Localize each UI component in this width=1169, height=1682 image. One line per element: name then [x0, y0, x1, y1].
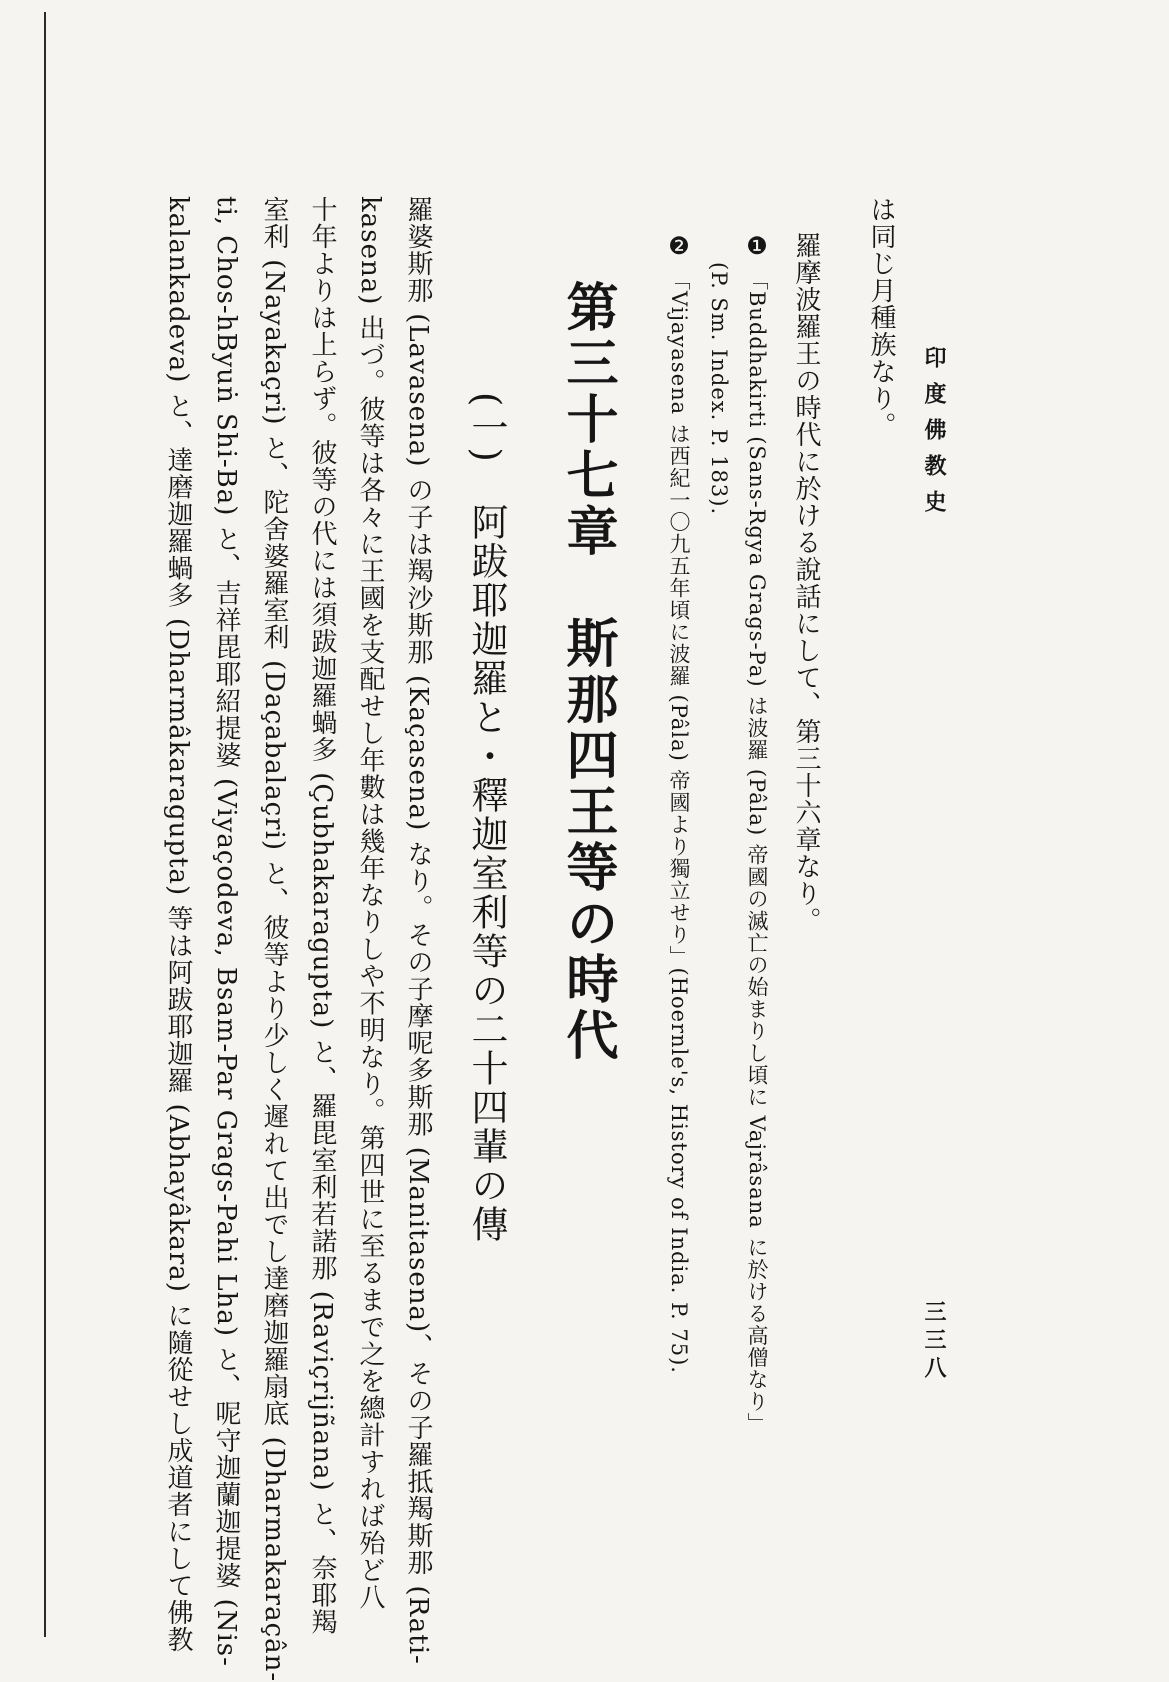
body-line-1: 羅婆斯那 (Lavasena) の子は羯沙斯那 (Kaçasena) なり。その子摩呢多斯那 (Manitasena)、その子羅抵羯斯那 (Rati-	[403, 196, 433, 1665]
running-title: 印度佛教史	[921, 346, 947, 526]
page-number: 三三八	[921, 1300, 947, 1384]
footnote-2-marker: ❷	[665, 232, 693, 261]
body-line-5: ti, Chos-hByuṅ Shi-Ba) と、吉祥毘耶紹提婆 (Viyaçodeva, Bsam-Par Grags-Pahi Lha) と、呢守迦蘭迦提婆 (Nis-	[211, 196, 241, 1667]
body-line-6: kalankadeva) と、達磨迦羅蝸多 (Dharmâkaragupta) 等は阿跋耶迦羅 (Abhayâkara) に隨從せし成道者にして佛教	[163, 196, 193, 1654]
chapter-heading: 第三十七章 斯那四王等の時代	[557, 280, 618, 1064]
footnote-1-line-2: (P. Sm. Index. P. 183).	[707, 262, 731, 516]
body-line-4: 室利 (Nayakaçri) と、陀舍婆羅室利 (Daçabalaçri) と、彼等より少しく遲れて出でし達磨迦羅扇底 (Dharmakaraçân-	[259, 196, 289, 1682]
body-line-3: 十年よりは上らず。彼等の代には須跋迦羅蝸多 (Çubhakaragupta) と、羅毘室利若諾那 (Raviçrijñana) と、奈耶羯	[307, 196, 337, 1636]
footnote-2-line-1	[667, 232, 691, 1374]
body-line-2: kasena) 出づ。彼等は各々に王國を支配せし年數は幾年なりしや不明なり。第四世に至るまで之を總計すれば殆ど八	[355, 196, 385, 1611]
binding-edge-line	[44, 12, 46, 1637]
footnote-2-text: 「Vijayasena は西紀一〇九五年頃に波羅 (Pâla) 帝國より獨立せり」(Hoernle's, History of India. P. 75).	[667, 269, 691, 1374]
section-heading: (一) 阿跋耶迦羅と・釋迦室利等の二十四輩の傳	[465, 392, 508, 1244]
footnote-1-line-1	[745, 232, 769, 1434]
continued-paragraph-line-1: は同じ月種族なり。	[866, 196, 896, 439]
continued-paragraph-line-2: 羅摩波羅王の時代に於ける說話にして、第三十六章なり。	[791, 232, 821, 934]
footnote-1-text: 「Buddhakirti (Sans-Rgya Grags-Pa) は波羅 (Pâla) 帝國の滅亡の始まりし頃に Vajrâsana に於ける高僧なり」	[745, 269, 769, 1435]
footnote-1-marker: ❶	[743, 232, 771, 261]
